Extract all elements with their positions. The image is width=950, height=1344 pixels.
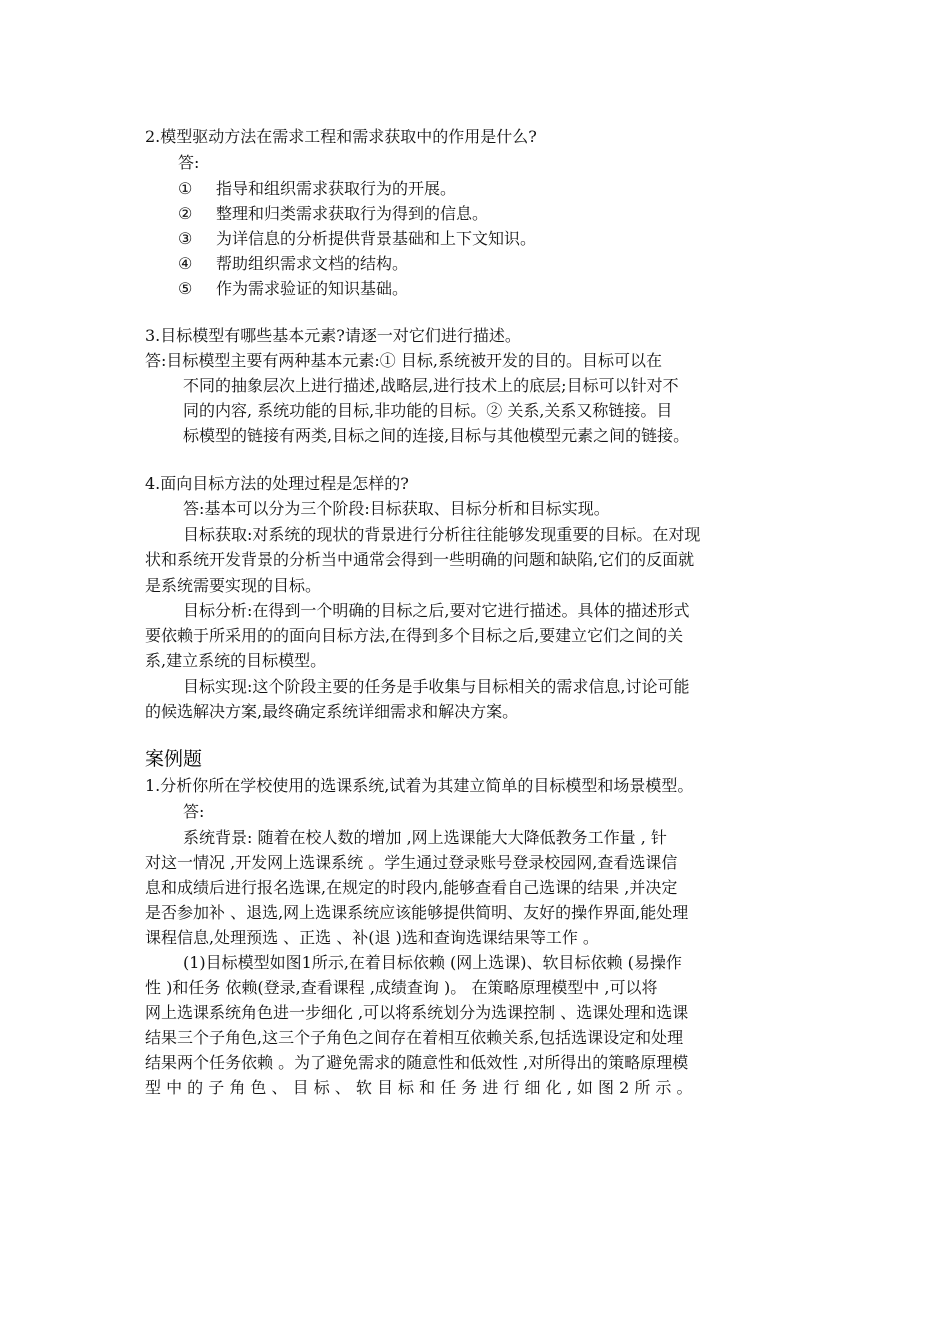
case-line-11: 型 中 的 子 角 色 、 目 标 、 软 目 标 和 任 务 进 行 细 化 , 如 图 2 所 示 。	[145, 1078, 693, 1097]
list-item-text: 指导和组织需求获取行为的开展。	[216, 179, 457, 198]
case-line-5: 课程信息,处理预选 、正选 、补(退 )选和查询选课结果等工作 。	[145, 928, 599, 947]
q4-answer-line-7: 系,建立系统的目标模型。	[145, 651, 327, 670]
case-line-1: 系统背景: 随着在校人数的增加 ,网上选课能大大降低教务工作量 , 针	[183, 828, 667, 847]
list-item-text: 作为需求验证的知识基础。	[216, 279, 409, 298]
case-line-2: 对这一情况 ,开发网上选课系统 。学生通过登录账号登录校园网,查看选课信	[145, 853, 678, 872]
q4-answer-line-9: 的候选解决方案,最终确定系统详细需求和解决方案。	[145, 702, 519, 721]
case-line-3: 息和成绩后进行报名选课,在规定的时段内,能够查看自己选课的结果 ,并决定	[145, 878, 678, 897]
q4-answer-line-1: 答:基本可以分为三个阶段:目标获取、目标分析和目标实现。	[183, 499, 610, 518]
list-marker: ④	[178, 254, 193, 273]
q3-answer-line-3: 同的内容, 系统功能的目标,非功能的目标。② 关系,关系又称链接。目	[183, 401, 673, 420]
q2-item-1	[178, 178, 456, 200]
q2-item-4	[178, 253, 408, 275]
list-item-text: 整理和归类需求获取行为得到的信息。	[216, 204, 489, 223]
case-question: 1.分析你所在学校使用的选课系统,试着为其建立简单的目标模型和场景模型。	[145, 776, 694, 795]
case-line-6: (1)目标模型如图1所示,在着目标依赖 (网上选课)、软目标依赖 (易操作	[183, 953, 682, 972]
q3-answer-line-2: 不同的抽象层次上进行描述,战略层,进行技术上的底层;目标可以针对不	[183, 376, 679, 395]
q4-answer-line-3: 状和系统开发背景的分析当中通常会得到一些明确的问题和缺陷,它们的反面就	[145, 550, 695, 569]
q3-answer-line-1: 答:目标模型主要有两种基本元素:① 目标,系统被开发的目的。目标可以在	[145, 351, 662, 370]
q2-item-5	[178, 278, 408, 300]
q4-question: 4.面向目标方法的处理过程是怎样的?	[145, 474, 409, 493]
list-marker: ②	[178, 204, 193, 223]
list-item-text: 帮助组织需求文档的结构。	[216, 254, 409, 273]
q4-answer-line-6: 要依赖于所采用的的面向目标方法,在得到多个目标之后,要建立它们之间的关	[145, 626, 684, 645]
list-marker: ⑤	[178, 279, 193, 298]
q3-question: 3.目标模型有哪些基本元素?请逐一对它们进行描述。	[145, 326, 521, 345]
q2-item-3	[178, 228, 536, 250]
section-heading: 案例题	[145, 748, 203, 770]
case-line-7: 性 )和任务 依赖(登录,查看课程 ,成绩查询 )。 在策略原理模型中 ,可以将	[145, 978, 658, 997]
q3-answer-line-4: 标模型的链接有两类,目标之间的连接,目标与其他模型元素之间的链接。	[183, 426, 690, 445]
list-marker: ①	[178, 179, 193, 198]
list-marker: ③	[178, 229, 193, 248]
q2-question: 2.模型驱动方法在需求工程和需求获取中的作用是什么?	[145, 127, 537, 146]
q2-item-2	[178, 203, 488, 225]
case-line-8: 网上选课系统角色进一步细化 ,可以将系统划分为选课控制 、选课处理和选课	[145, 1003, 689, 1022]
case-line-10: 结果两个任务依赖 。为了避免需求的随意性和低效性 ,对所得出的策略原理模	[145, 1053, 689, 1072]
case-line-4: 是否参加补 、退选,网上选课系统应该能够提供简明、友好的操作界面,能处理	[145, 903, 689, 922]
q4-answer-line-2: 目标获取:对系统的现状的背景进行分析往往能够发现重要的目标。在对现	[183, 525, 701, 544]
list-item-text: 为详信息的分析提供背景基础和上下文知识。	[216, 229, 537, 248]
case-line-9: 结果三个子角色,这三个子角色之间存在着相互依赖关系,包括选课设定和处理	[145, 1028, 684, 1047]
q4-answer-line-5: 目标分析:在得到一个明确的目标之后,要对它进行描述。具体的描述形式	[183, 601, 690, 620]
q2-answer-label: 答:	[178, 153, 200, 172]
case-answer-label: 答:	[183, 802, 205, 821]
q4-answer-line-8: 目标实现:这个阶段主要的任务是手收集与目标相关的需求信息,讨论可能	[183, 677, 690, 696]
q4-answer-line-4: 是系统需要实现的目标。	[145, 576, 322, 595]
